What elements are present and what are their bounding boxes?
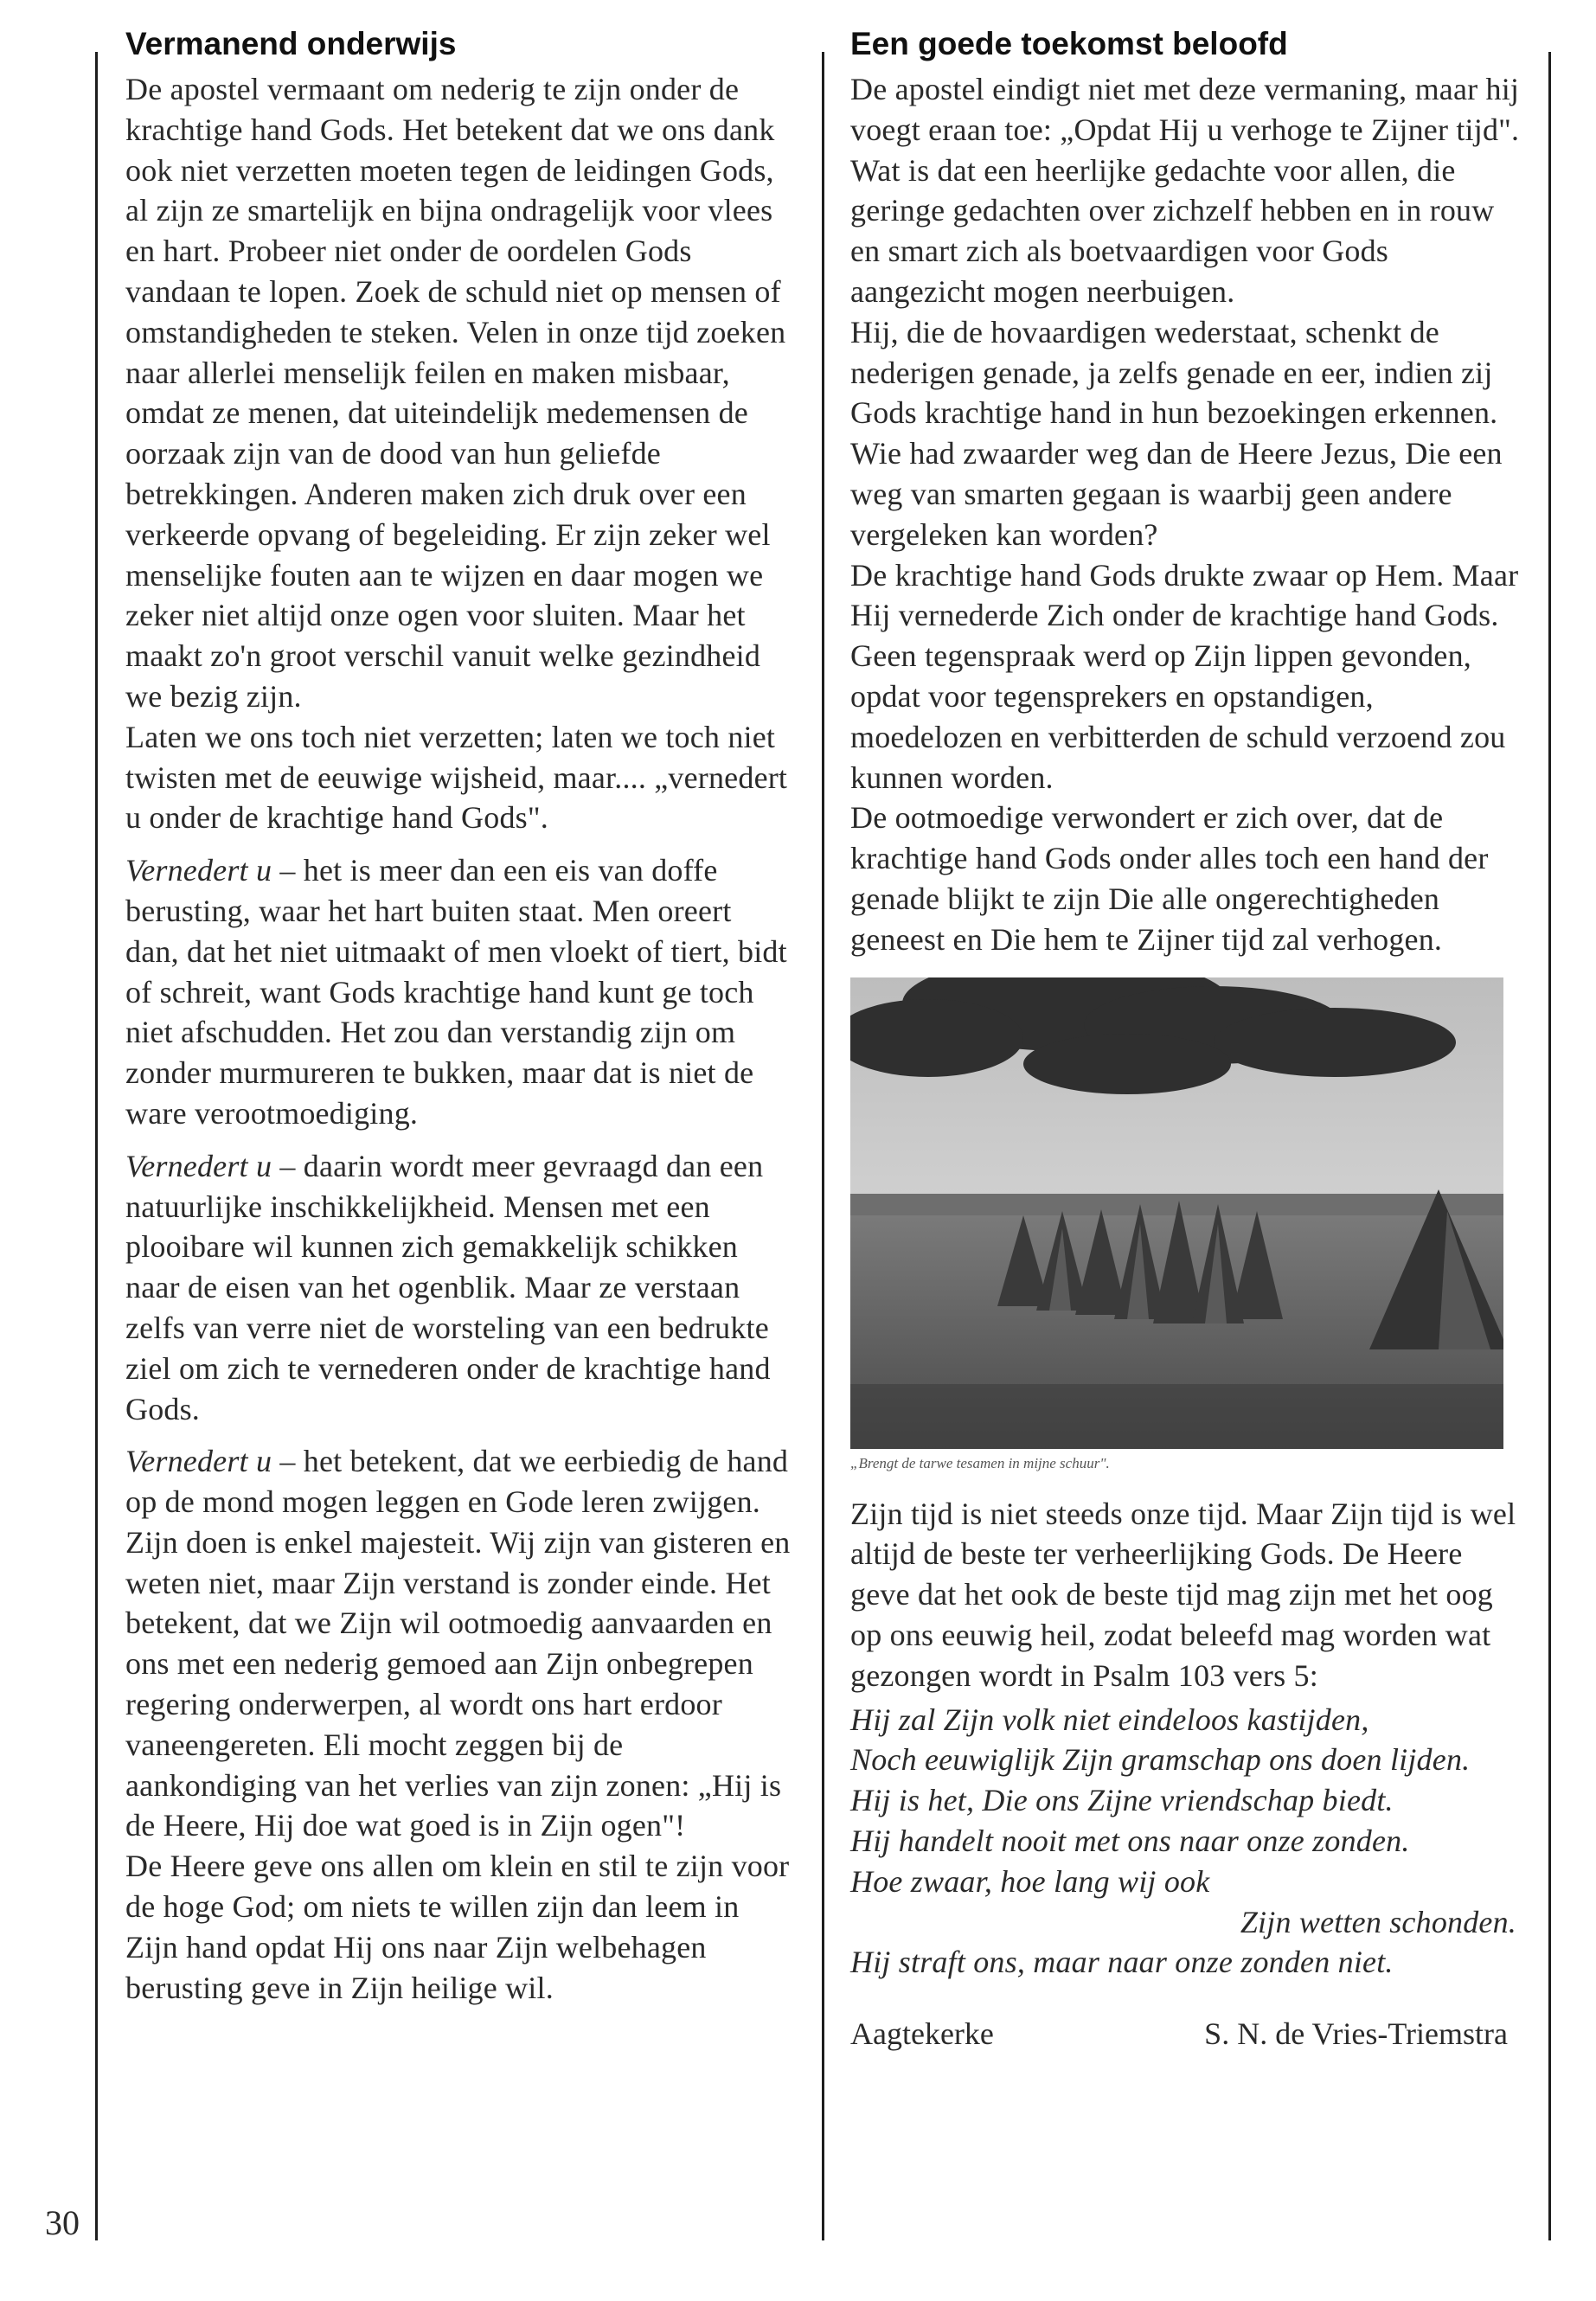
poem-line: Hij straft ons, maar naar onze zonden niet. [850,1945,1394,1980]
right-paragraph-5: Zijn tijd is niet steeds onze tijd. Maar Zijn tijd is wel altijd de beste ter verheerlijking Gods. De Heere geve dat het ook de beste tijd mag zijn met het oog op ons eeuwig heil, zodat beleefd mag worden wat gezongen wordt in Psalm 103 vers 5: [850,1496,1516,1693]
poem-line: Zijn wetten schonden. [1240,1904,1516,1939]
author-name: S. N. de Vries-Triemstra [1204,2016,1508,2052]
photo-illustration [850,977,1503,1449]
page-number: 30 [45,2203,80,2242]
left-paragraph-2: Laten we ons toch niet verzetten; laten we toch niet twisten met de eeuwige wijsheid, maar.... „vernedert u onder de krachtige hand Gods". [125,719,788,836]
paragraph-text: – het is meer dan een eis van doffe berusting, waar het hart buiten staat. Men oreert dan, dat het niet uitmaakt of men vloekt of tiert, bidt of schreit, want Gods krachtige hand kunt ge toch niet afschudden. Het zou dan verstandig zijn om zonder murmureren te bukken, maar dat is niet de ware verootmoediging. [125,853,787,1131]
left-column [125,24,792,2008]
left-paragraph-3 [125,850,792,1134]
left-paragraph-1: De apostel vermaant om nederig te zijn onder de krachtige hand Gods. Het betekent dat we ons dank ook niet verzetten moeten tegen de leidingen Gods, al zijn ze smartelijk en bijna ondragelijk voor vlees en hart. Probeer niet onder de oordelen Gods vandaan te lopen. Zoek de schuld niet op mensen of omstandigheden te steken. Velen in onze tijd zoeken naar allerlei menselijk feilen en maken misbaar, omdat ze menen, dat uiteindelijk medemensen de oorzaak zijn van de dood van hun geliefde betrekkingen. Anderen maken zich druk over een verkeerde opvang of begeleiding. Er zijn zeker wel menselijke fouten aan te wijzen en daar mogen we zeker niet altijd onze ogen voor sluiten. Maar het maakt zo'n groot verschil vanuit welke gezindheid we bezig zijn. [125,72,786,714]
poem-line: Noch eeuwiglijk Zijn gramschap ons doen lijden. [850,1742,1471,1778]
right-paragraph-2: Hij, die de hovaardigen wederstaat, schenkt de nederigen genade, ja zelfs genade en eer, indien zij Gods krachtige hand in hun bezoekingen erkennen. Wie had zwaarder weg dan de Heere Jezus, Die een weg van smarten gegaan is waarbij geen andere vergeleken kan worden? [850,314,1503,552]
right-paragraph-3: De krachtige hand Gods drukte zwaar op Hem. Maar Hij vernederde Zich onder de krachtige hand Gods. Geen tegenspraak werd op Zijn lippen gevonden, opdat voor tegensprekers en opstandigen, moedelozen en verbitterden de schuld verzoend zou kunnen worden. [850,557,1519,795]
left-heading: Vermanend onderwijs [125,26,457,61]
italic-lead: Vernedert u [125,1444,272,1479]
column-divider-rule [822,52,824,2240]
italic-lead: Vernedert u [125,1148,272,1183]
poem-line: Hoe zwaar, hoe lang wij ook [850,1863,1210,1899]
italic-lead: Vernedert u [125,853,272,888]
photo-caption: „Brengt de tarwe tesamen in mijne schuur". [850,1454,1110,1471]
foreground-stubble [850,1384,1503,1449]
poem-line: Hij zal Zijn volk niet eindeloos kastijden, [850,1702,1369,1737]
left-paragraph-4 [125,1146,792,1430]
left-margin-rule [95,52,98,2240]
wheat-sheaves-photo [850,977,1503,1449]
right-paragraph-1: De apostel eindigt niet met deze vermaning, maar hij voegt eraan toe: „Opdat Hij u verhoge te Zijner tijd". Wat is dat een heerlijke gedachte voor allen, die geringe gedachten over zichzelf hebben en in rouw en smart zich als boetvaardigen voor Gods aangezicht mogen neerbuigen. [850,72,1520,309]
paragraph-text: – daarin wordt meer gevraagd dan een natuurlijke inschikkelijkheid. Mensen met een plooibare wil kunnen zich gemakkelijk schikken naar de eisen van het ogenblik. Maar ze verstaan zelfs van verre niet de worsteling van een bedrukte ziel om zich te vernederen onder de krachtige hand Gods. [125,1148,771,1426]
right-column [850,24,1525,2054]
paragraph-text: – het betekent, dat we eerbiedig de hand op de mond mogen leggen en Gode leren zwijgen. Zijn doen is enkel majesteit. Wij zijn van gisteren en weten niet, maar Zijn verstand is zonder einde. Het betekent, dat we Zijn wil ootmoedig aanvaarden en ons met een nederig gemoed aan Zijn onbegrepen regering onderwerpen, al wordt ons hart erdoor vaneengereten. Eli mocht zeggen bij de aankondiging van het verlies van zijn zonen: „Hij is de Heere, Hij doe wat goed is in Zijn ogen"! [125,1444,791,1843]
left-paragraph-5 [125,1441,792,1846]
right-heading: Een goede toekomst beloofd [850,26,1288,61]
signature-line [850,2014,1525,2054]
place-name: Aagtekerke [850,2016,994,2052]
psalm-verse [850,1700,1525,1984]
left-paragraph-6: De Heere geve ons allen om klein en stil te zijn voor de hoge God; om niets te willen zijn dan leem in Zijn hand opdat Hij ons naar Zijn welbehagen berusting geve in Zijn heilige wil. [125,1849,790,2005]
poem-line: Hij handelt nooit met ons naar onze zonden. [850,1823,1410,1858]
right-paragraph-4: De ootmoedige verwondert er zich over, dat de krachtige hand Gods onder alles toch een hand der genade blijkt te zijn Die alle ongerechtigheden geneest en Die hem te Zijner tijd zal verhogen. [850,800,1489,957]
right-margin-rule [1548,52,1551,2240]
poem-line: Hij is het, Die ons Zijne vriendschap biedt. [850,1783,1394,1818]
